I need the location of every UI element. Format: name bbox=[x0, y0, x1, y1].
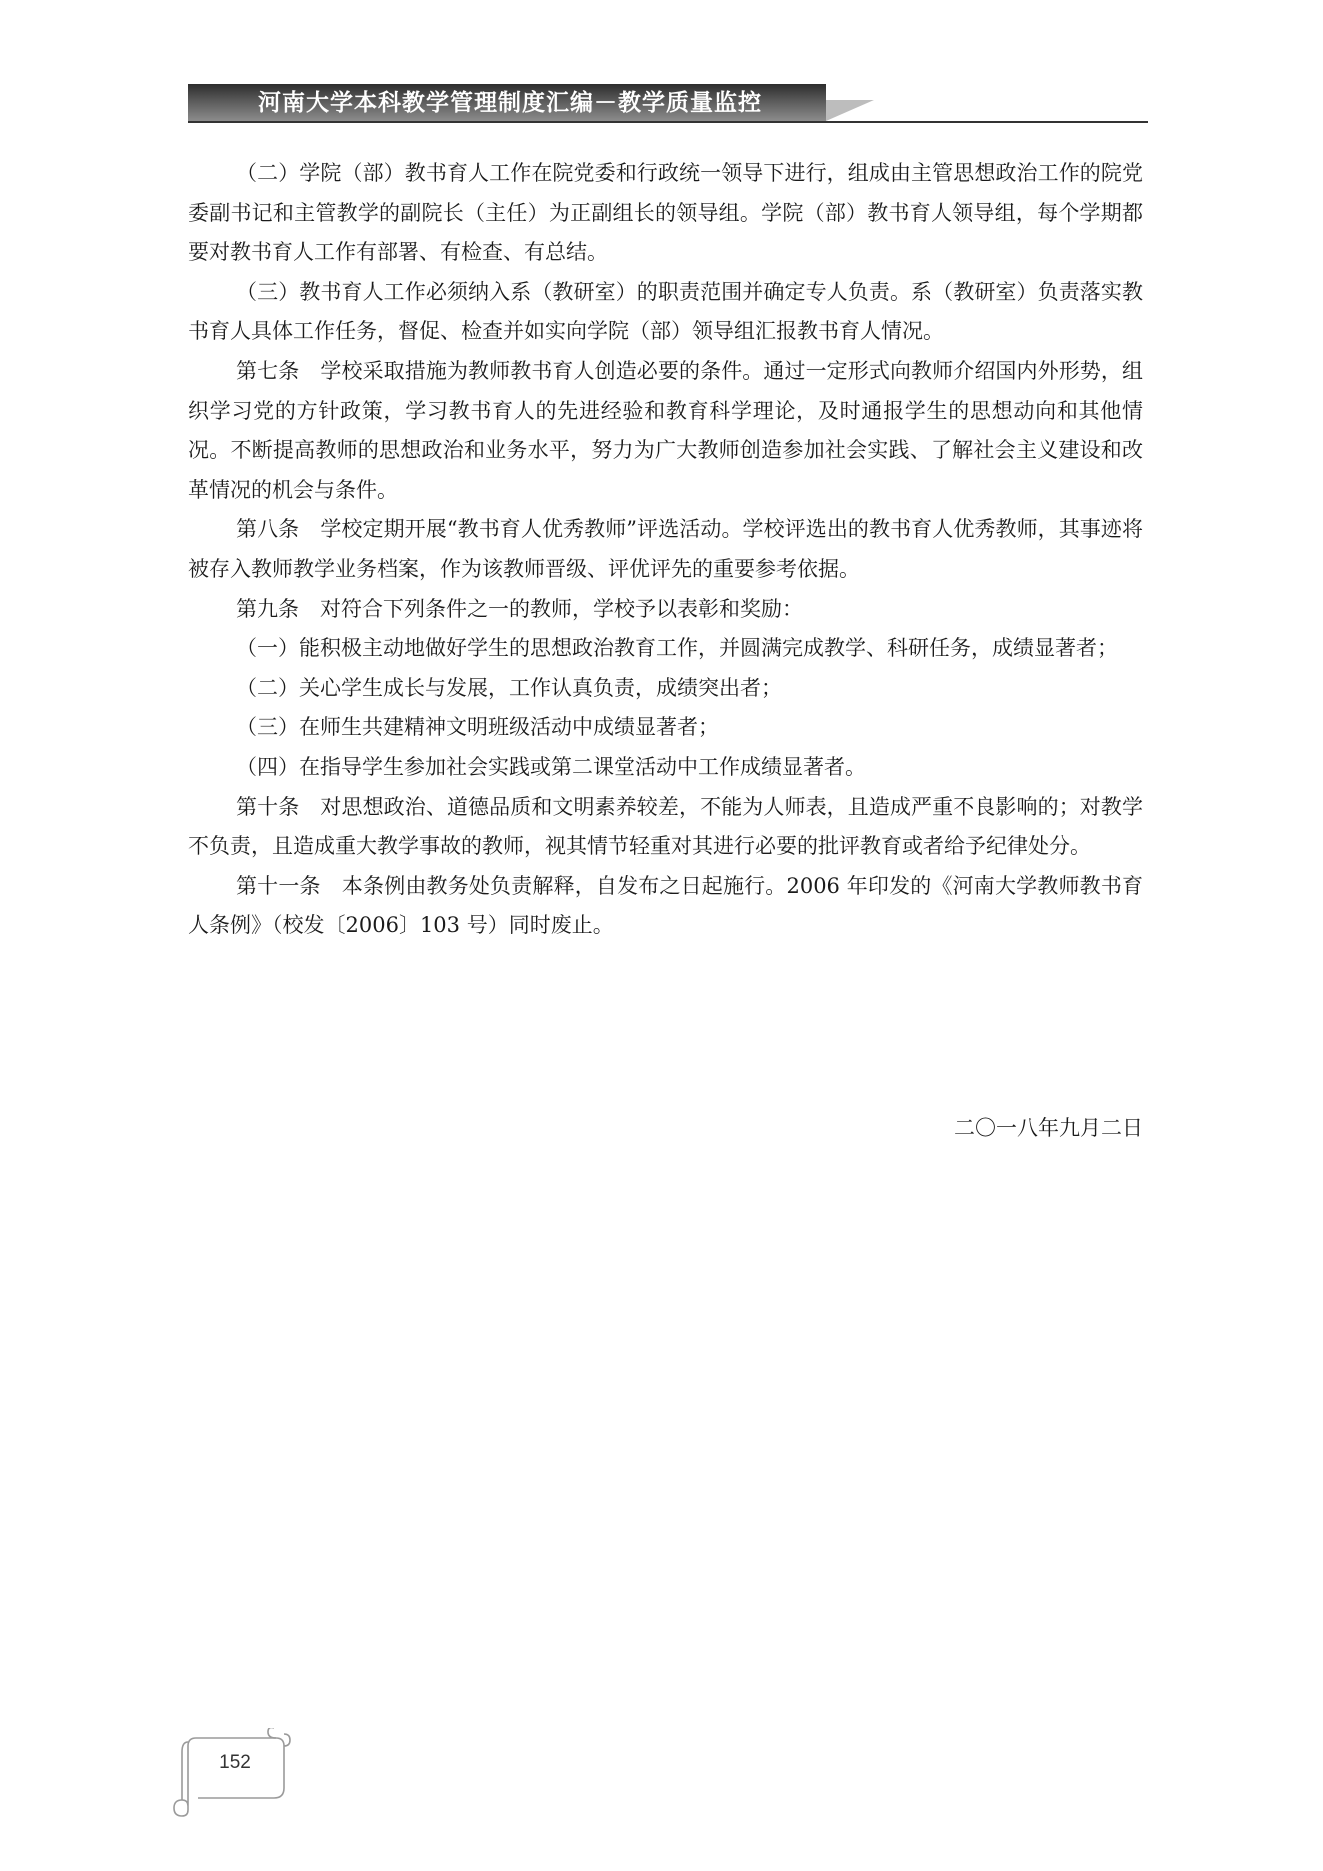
header-divider bbox=[188, 121, 1148, 123]
page-number: 152 bbox=[219, 1752, 251, 1773]
header-banner-tail bbox=[826, 100, 874, 121]
paragraph-condition-3: （三）在师生共建精神文明班级活动中成绩显著者； bbox=[236, 715, 719, 740]
paragraph-condition-4: （四）在指导学生参加社会实践或第二课堂活动中工作成绩显著者。 bbox=[236, 754, 866, 779]
document-body bbox=[188, 154, 1143, 946]
paragraph-article-10: 第十条 对思想政治、道德品质和文明素养较差，不能为人师表，且造成严重不良影响的；对教学不负责，且造成重大教学事故的教师，视其情节轻重对其进行必要的批评教育或者给予纪律处分。 bbox=[188, 794, 1143, 859]
paragraph-article-9: 第九条 对符合下列条件之一的教师，学校予以表彰和奖励： bbox=[236, 596, 803, 621]
running-header-title: 河南大学本科教学管理制度汇编－教学质量监控 bbox=[258, 89, 762, 116]
paragraph-clause-2: （二）学院（部）教书育人工作在院党委和行政统一领导下进行，组成由主管思想政治工作的院党委副书记和主管教学的副院长（主任）为正副组长的领导组。学院（部）教书育人领导组，每个学期都要对教书育人工作有部署、有检查、有总结。 bbox=[188, 161, 1143, 265]
paragraph-article-7: 第七条 学校采取措施为教师教书育人创造必要的条件。通过一定形式向教师介绍国内外形势，组织学习党的方针政策，学习教书育人的先进经验和教育科学理论，及时通报学生的思想动向和其他情况。不断提高教师的思想政治和业务水平，努力为广大教师创造参加社会实践、了解社会主义建设和改革情况的机会与条件。 bbox=[188, 358, 1143, 502]
paragraph-condition-1: （一）能积极主动地做好学生的思想政治教育工作，并圆满完成教学、科研任务，成绩显著者； bbox=[236, 636, 1118, 661]
paragraph-article-11: 第十一条 本条例由教务处负责解释，自发布之日起施行。2006 年印发的《河南大学教师教书育人条例》（校发〔2006〕103 号）同时废止。 bbox=[188, 873, 1143, 938]
paragraph-article-8: 第八条 学校定期开展“教书育人优秀教师”评选活动。学校评选出的教书育人优秀教师，其事迹将被存入教师教学业务档案，作为该教师晋级、评优评先的重要参考依据。 bbox=[188, 517, 1143, 581]
issue-date: 二〇一八年九月二日 bbox=[954, 1116, 1143, 1140]
paragraph-condition-2: （二）关心学生成长与发展，工作认真负责，成绩突出者； bbox=[236, 675, 782, 700]
paragraph-clause-3: （三）教书育人工作必须纳入系（教研室）的职责范围并确定专人负责。系（教研室）负责落实教书育人具体工作任务，督促、检查并如实向学院（部）领导组汇报教书育人情况。 bbox=[188, 279, 1143, 344]
